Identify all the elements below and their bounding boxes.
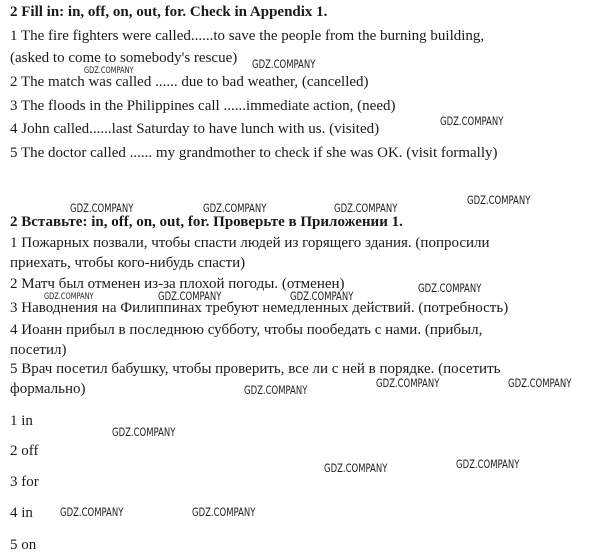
english-heading: 2 Fill in: in, off, on, out, for. Check in Appendix 1. <box>10 4 328 20</box>
watermark: GDZ.COMPANY <box>324 461 388 475</box>
answer-item: 5 on <box>10 537 37 553</box>
watermark: GDZ.COMPANY <box>112 425 176 439</box>
watermark: GDZ.COMPANY <box>60 505 124 519</box>
watermark: GDZ.COMPANY <box>192 505 256 519</box>
russian-item: формально) <box>10 381 86 397</box>
watermark: GDZ.COMPANY <box>440 114 504 128</box>
english-item: 2 The match was called ...... due to bad weather, (cancelled) <box>10 74 369 90</box>
answer-item: 2 off <box>10 443 39 459</box>
watermark: GDZ.COMPANY <box>467 193 531 207</box>
watermark: GDZ.COMPANY <box>244 383 308 397</box>
watermark: GDZ.COMPANY <box>418 281 482 295</box>
watermark: GDZ.COMPANY <box>158 289 222 303</box>
watermark: GDZ.COMPANY <box>84 66 134 76</box>
russian-item: 3 Наводнения на Филиппинах требуют немедленных действий. (потребность) <box>10 300 509 316</box>
russian-item: 1 Пожарных позвали, чтобы спасти людей из горящего здания. (попросили <box>10 235 490 251</box>
watermark: GDZ.COMPANY <box>508 376 572 390</box>
russian-item: посетил) <box>10 342 67 358</box>
russian-item: приехать, чтобы кого-нибудь спасти) <box>10 255 246 271</box>
watermark: GDZ.COMPANY <box>290 289 354 303</box>
watermark: GDZ.COMPANY <box>252 57 316 71</box>
russian-item: 2 Матч был отменен из-за плохой погоды. (отменен) <box>10 276 345 292</box>
answer-item: 1 in <box>10 413 33 429</box>
watermark: GDZ.COMPANY <box>334 201 398 215</box>
watermark: GDZ.COMPANY <box>376 376 440 390</box>
watermark: GDZ.COMPANY <box>456 457 520 471</box>
answer-item: 3 for <box>10 474 39 490</box>
english-item: 1 The fire fighters were called......to save the people from the burning building, <box>10 28 485 44</box>
english-item: 3 The floods in the Philippines call ......immediate action, (need) <box>10 98 396 114</box>
watermark: GDZ.COMPANY <box>44 292 94 302</box>
english-item: (asked to come to somebody's rescue) <box>10 50 238 66</box>
russian-heading: 2 Вставьте: in, off, on, out, for. Проверьте в Приложении 1. <box>10 214 403 230</box>
russian-item: 4 Иоанн прибыл в последнюю субботу, чтобы пообедать с нами. (прибыл, <box>10 322 483 338</box>
watermark: GDZ.COMPANY <box>70 201 134 215</box>
answer-item: 4 in <box>10 505 33 521</box>
english-item: 5 The doctor called ...... my grandmother to check if she was OK. (visit formally) <box>10 145 498 161</box>
watermark: GDZ.COMPANY <box>203 201 267 215</box>
english-item: 4 John called......last Saturday to have lunch with us. (visited) <box>10 121 380 137</box>
russian-item: 5 Врач посетил бабушку, чтобы проверить, все ли с ней в порядке. (посетить <box>10 361 501 377</box>
